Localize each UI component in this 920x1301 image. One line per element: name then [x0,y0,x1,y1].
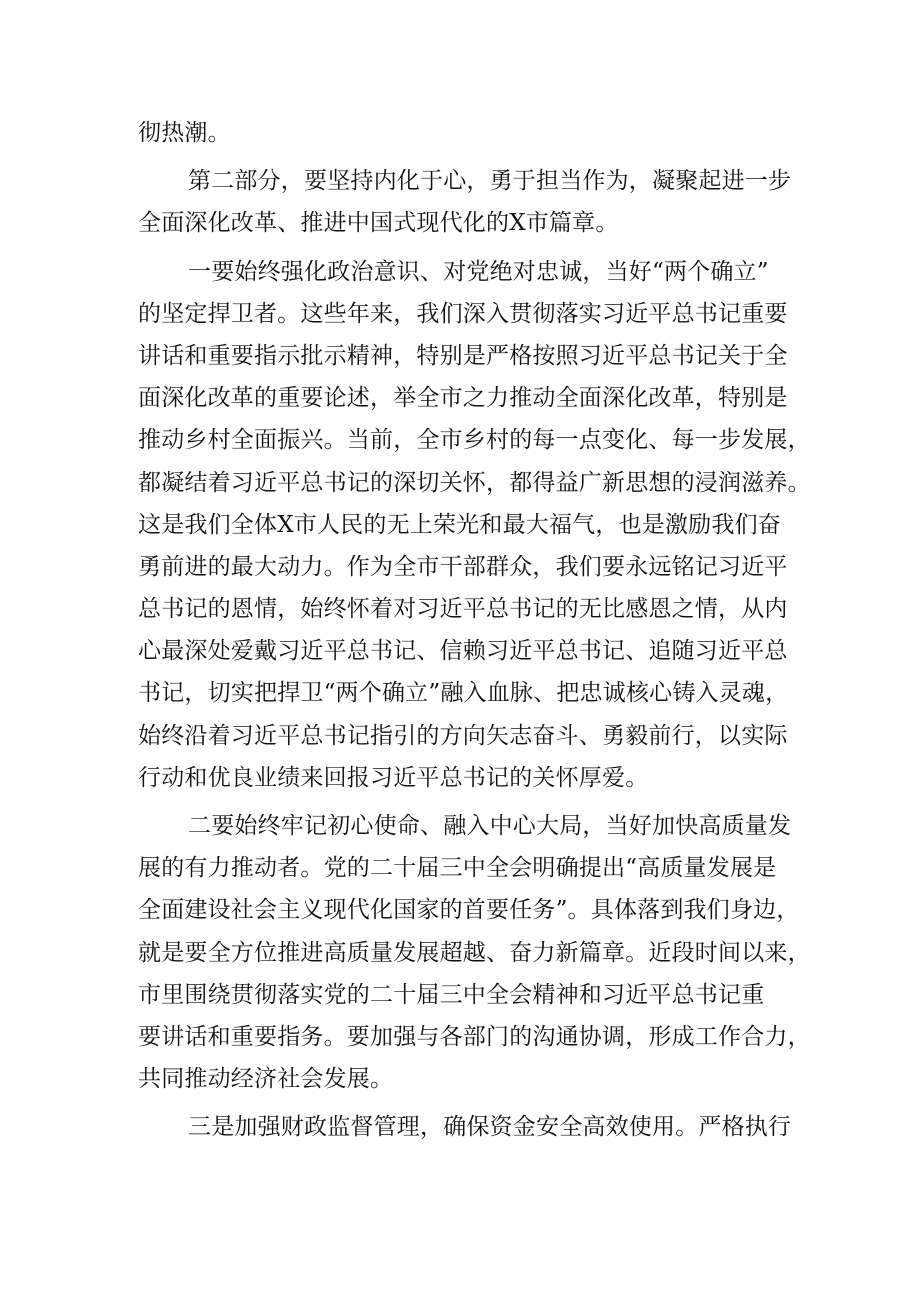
text-line: 推动乡村全面振兴。当前，全市乡村的每一点变化、每一步发展， [138,427,811,454]
text-line: 勇前进的最大动力。作为全市干部群众，我们要永远铭记习近平 [138,553,788,580]
text-line: 共同推动经济社会发展。 [138,1066,394,1093]
text-line: 三是加强财政监督管理，确保资金安全高效使用。严格执行 [188,1114,792,1141]
text-line: 面深化改革的重要论述，举全市之力推动全面深化改革，特别是 [138,385,788,412]
text-line: 心最深处爱戴习近平总书记、信赖习近平总书记、追随习近平总 [138,638,788,665]
text-line: 一要始终强化政治意识、对党绝对忠诚，当好“两个确立” [188,258,769,285]
text-line: 市里围绕贯彻落实党的二十届三中全会精神和习近平总书记重 [138,981,765,1008]
text-line: 总书记的恩情，始终怀着对习近平总书记的无比感恩之情，从内 [138,596,788,623]
text-line: 讲话和重要指示批示精神，特别是严格按照习近平总书记关于全 [138,342,788,369]
document-body [138,112,811,1149]
text-line: 展的有力推动者。党的二十届三中全会明确提出“高质量发展是 [138,855,777,882]
text-line: 行动和优良业绩来回报习近平总书记的关怀厚爱。 [138,764,649,791]
text-line: 都凝结着习近平总书记的深切关怀，都得益广新思想的浸润滋养。 [138,469,811,496]
text-line: 全面建设社会主义现代化国家的首要任务”。具体落到我们身边， [138,897,800,924]
text-line: 全面深化改革、推进中国式现代化的X市篇章。 [138,210,619,237]
text-line: 这是我们全体X市人民的无上荣光和最大福气，也是激励我们奋 [138,511,781,538]
text-line: 就是要全方位推进高质量发展超越、奋力新篇章。近段时间以来， [138,939,811,966]
text-line: 第二部分，要坚持内化于心，勇于担当作为，凝聚起进一步 [188,168,792,195]
text-line: 要讲话和重要指务。要加强与各部门的沟通协调，形成工作合力， [138,1023,811,1050]
text-line: 书记，切实把捍卫“两个确立”融入血脉、把忠诚核心铸入灵魂， [138,680,789,707]
text-line: 始终沿着习近平总书记指引的方向矢志奋斗、勇毅前行，以实际 [138,722,788,749]
text-line: 彻热潮。 [138,120,231,146]
text-line: 二要始终牢记初心使命、融入中心大局，当好加快高质量发 [188,813,792,839]
text-line: 的坚定捍卫者。这些年来，我们深入贯彻落实习近平总书记重要 [138,300,788,327]
